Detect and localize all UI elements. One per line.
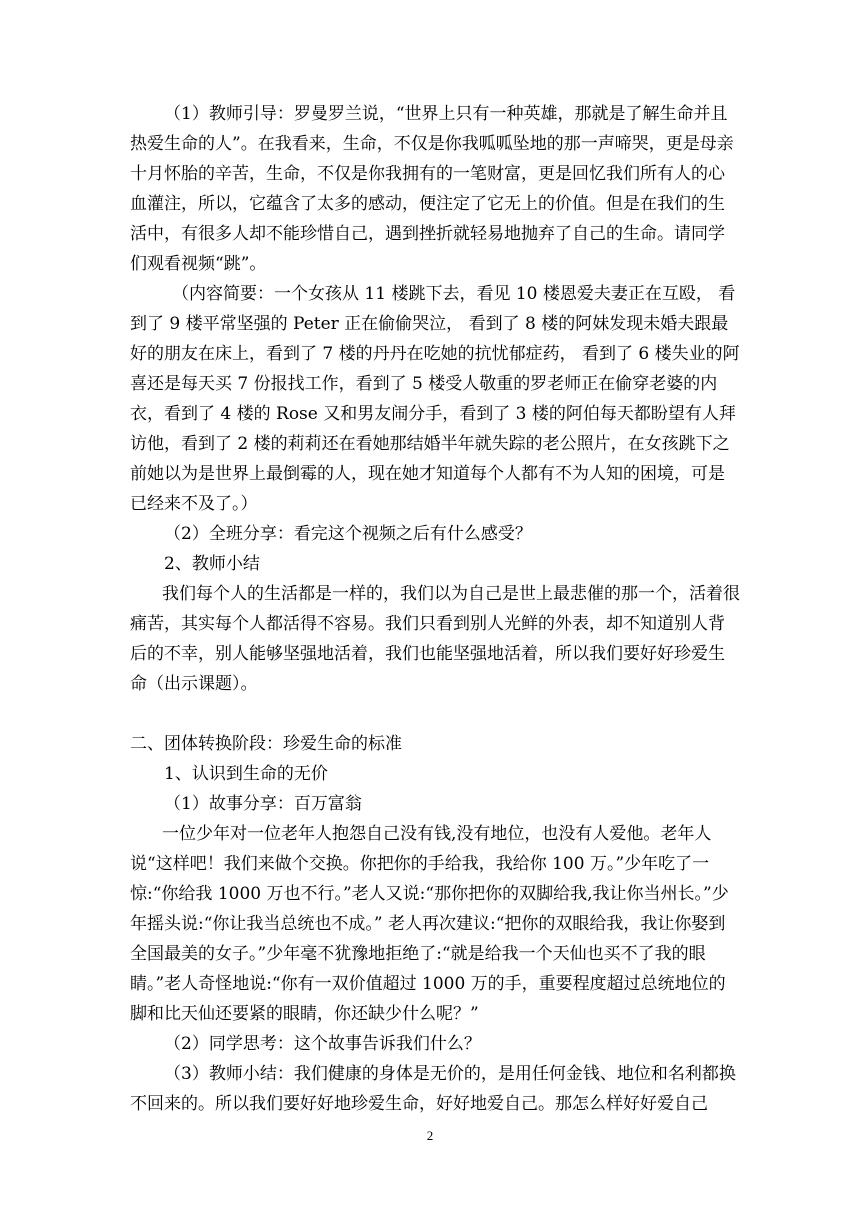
paragraph-story: 一位少年对一位老年人抱怨自己没有钱,没有地位，也没有人爱他。老年人说“这样吧！我们来做个交换。你把你的手给我，我给你 100 万。”少年吃了一惊:“你给我 1000 万也不行。”老人又说:“那你把你的双脚给我,我让你当州长。”少年摇头说:“你让我当总统也不成。” 老人再次建议:“把你的双眼给我，我让你娶到全国最美的女子。”少年毫不犹豫地拒绝了:“就是给我一个天仙也买不了我的眼睛。”老人奇怪地说:“你有一双价值超过 1000 万的手，重要程度超过总统地位的脚和比天仙还要紧的眼睛，你还缺少什么呢？” <box>130 824 729 1024</box>
paragraph-teacher-guide: （1）教师引导：罗曼罗兰说，“世界上只有一种英雄，那就是了解生命并且热爱生命的人”。在我看来，生命，不仅是你我呱呱坠地的那一声啼哭，更是母亲十月怀胎的辛苦，生命，不仅是你我拥有的一笔财富，更是回忆我们所有人的心血灌注，所以，它蕴含了太多的感动，便注定了它无上的价值。但是在我们的生活中，有很多人却不能珍惜自己，遇到挫折就轻易地抛弃了自己的生命。请同学们观看视频“跳”。 <box>130 104 734 274</box>
heading-teacher-summary: 2、教师小结 <box>164 554 260 574</box>
page-number: 2 <box>426 1128 434 1143</box>
subsection-heading: 1、认识到生命的无价 <box>164 764 328 784</box>
blank-line <box>130 699 740 729</box>
paragraph-class-share: （2）全班分享：看完这个视频之后有什么感受？ <box>164 524 532 544</box>
section-heading: 二、团体转换阶段：珍爱生命的标准 <box>130 734 402 754</box>
paragraph-video-summary: （内容简要：一个女孩从 11 楼跳下去，看见 10 楼恩爱夫妻正在互殴， 看到了 9 楼平常坚强的 Peter 正在偷偷哭泣， 看到了 8 楼的阿妹发现未婚夫跟最好的朋友在床上，看到了 7 楼的丹丹在吃她的抗忧郁症药， 看到了 6 楼失业的阿喜还是每天买 7 份报找工作，看到了 5 楼受人敬重的罗老师正在偷穿老婆的内衣，看到了 4 楼的 Rose 又和男友闹分手，看到了 3 楼的阿伯每天都盼望有人拜访他，看到了 2 楼的莉莉还在看她那结婚半年就失踪的老公照片，在女孩跳下之前她以为是世界上最倒霉的人，现在她才知道每个人都有不为人知的困境，可是已经来不及了。） <box>130 284 740 514</box>
story-heading: （1）故事分享：百万富翁 <box>164 794 362 814</box>
paragraph-teacher-summary: 我们每个人的生活都是一样的，我们以为自己是世上最悲催的那一个，活着很痛苦，其实每个人都活得不容易。我们只看到别人光鲜的外表，却不知道别人背后的不幸，别人能够坚强地活着，我们也能坚强地活着，所以我们要好好珍爱生命（出示课题）。 <box>130 584 740 694</box>
page-body <box>130 99 740 1119</box>
paragraph-teacher-conclusion: （3）教师小结：我们健康的身体是无价的，是用任何金钱、地位和名利都换不回来的。所以我们要好好地珍爱生命，好好地爱自己。那怎么样好好爱自己 <box>130 1064 736 1114</box>
paragraph-student-reflection: （2）同学思考：这个故事告诉我们什么？ <box>164 1034 481 1054</box>
